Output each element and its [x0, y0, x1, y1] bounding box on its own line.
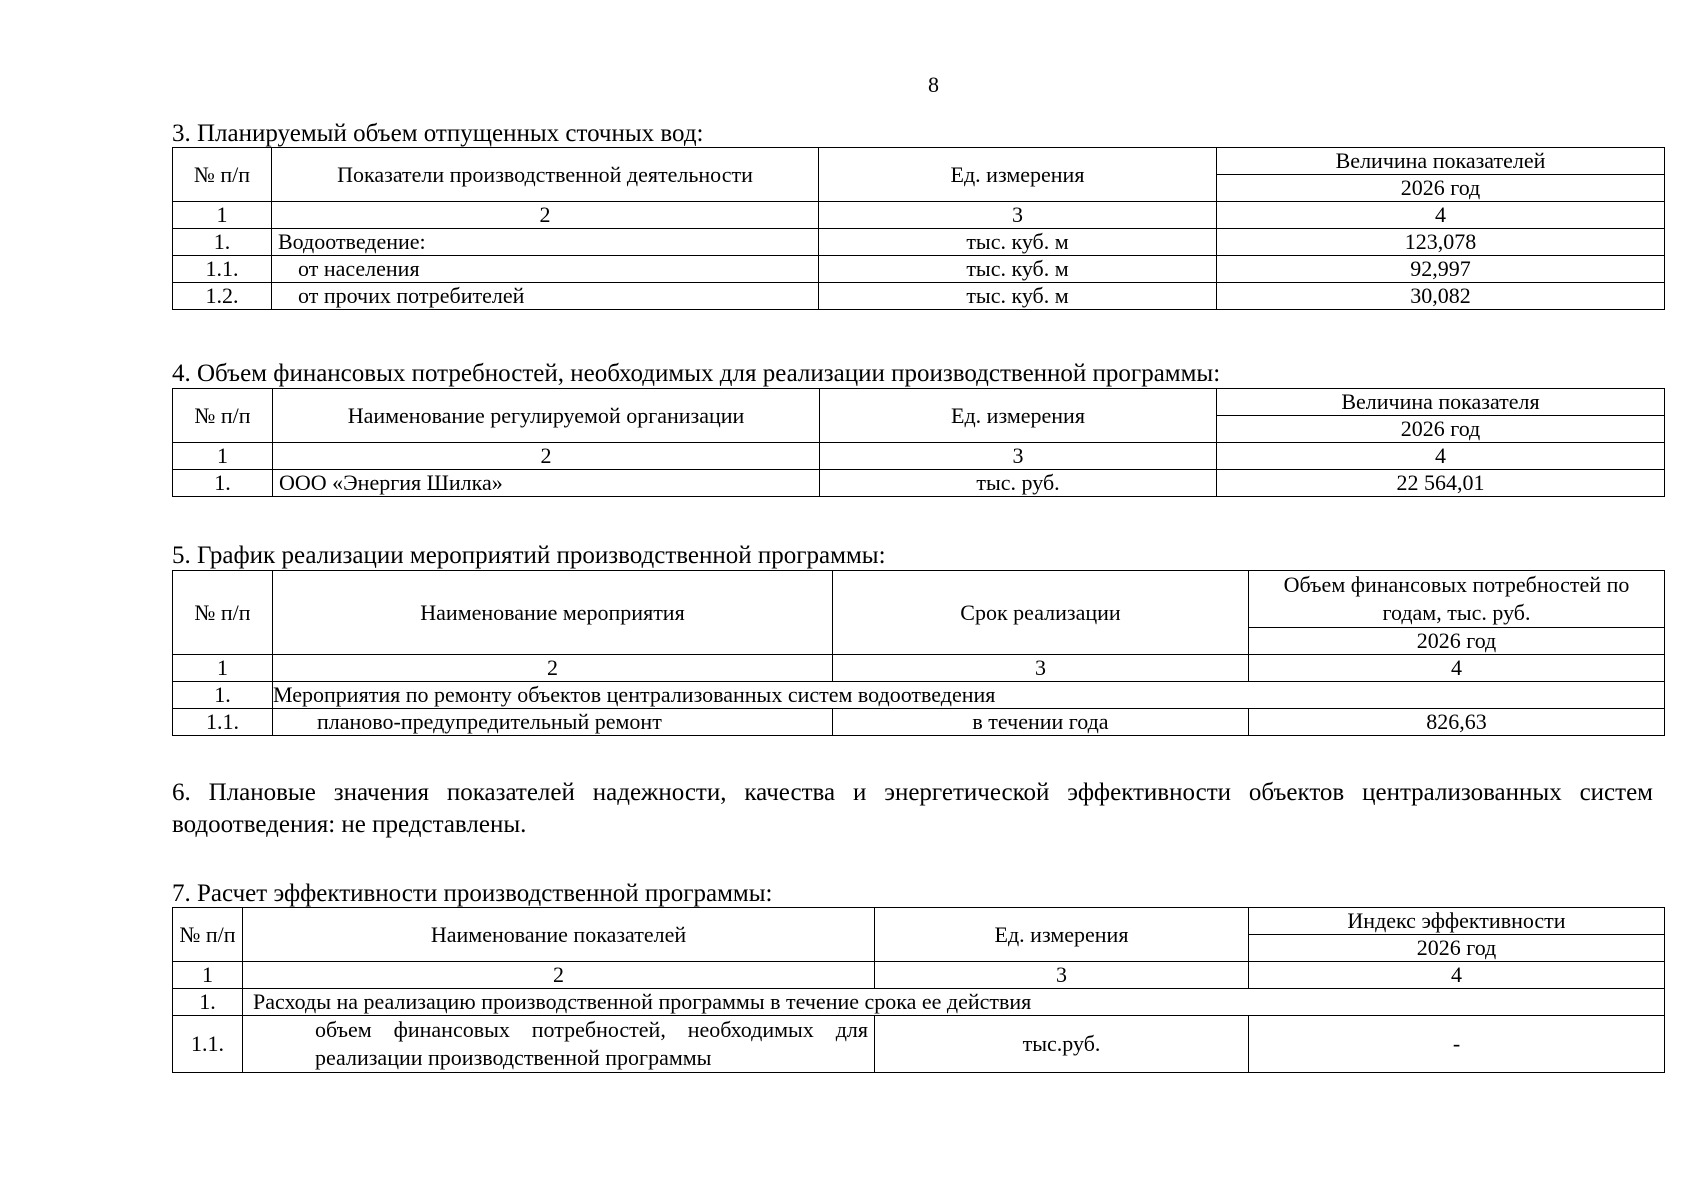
table-row — [173, 283, 1665, 310]
header-year: 2026 год — [1217, 175, 1665, 202]
efficiency-calculation-table — [172, 907, 1665, 1073]
row-value: - — [1249, 1016, 1665, 1073]
row-term: в течении года — [833, 709, 1249, 736]
header-value-group: Индекс эффективности — [1249, 908, 1665, 935]
col-number: 2 — [243, 962, 875, 989]
table-row — [173, 256, 1665, 283]
col-number: 2 — [272, 202, 819, 229]
row-unit: тыс. куб. м — [819, 283, 1217, 310]
row-value: 123,078 — [1217, 229, 1665, 256]
row-num: 1. — [173, 470, 273, 497]
header-unit: Ед. измерения — [875, 908, 1249, 962]
header-year: 2026 год — [1217, 416, 1665, 443]
header-num: № п/п — [173, 148, 272, 202]
row-name: планово-предупредительный ремонт — [273, 709, 833, 736]
row-value: 92,997 — [1217, 256, 1665, 283]
header-year: 2026 год — [1249, 935, 1665, 962]
header-indicator: Наименование показателей — [243, 908, 875, 962]
col-number: 1 — [173, 202, 272, 229]
row-unit: тыс. куб. м — [819, 256, 1217, 283]
header-organization: Наименование регулируемой организации — [273, 389, 820, 443]
row-name: от населения — [272, 256, 819, 283]
group-num: 1. — [173, 682, 273, 709]
row-num: 1.1. — [173, 256, 272, 283]
col-number: 1 — [173, 655, 273, 682]
header-value-group: Объем финансовых потребностей по годам, тыс. руб. — [1249, 571, 1665, 628]
header-unit: Ед. измерения — [819, 148, 1217, 202]
row-unit: тыс. куб. м — [819, 229, 1217, 256]
row-num: 1.1. — [173, 1016, 243, 1073]
col-number: 4 — [1249, 962, 1665, 989]
section-7-heading: 7. Расчет эффективности производственной программы: — [172, 880, 773, 907]
header-value-group: Величина показателя — [1217, 389, 1665, 416]
col-number: 3 — [833, 655, 1249, 682]
col-number: 1 — [173, 443, 273, 470]
header-year: 2026 год — [1249, 628, 1665, 655]
header-indicator: Показатели производственной деятельности — [272, 148, 819, 202]
row-num: 1. — [173, 229, 272, 256]
col-number: 4 — [1249, 655, 1665, 682]
col-number: 3 — [819, 202, 1217, 229]
header-unit: Ед. измерения — [820, 389, 1217, 443]
row-value: 30,082 — [1217, 283, 1665, 310]
row-unit: тыс.руб. — [875, 1016, 1249, 1073]
row-num: 1.2. — [173, 283, 272, 310]
section-4-heading: 4. Объем финансовых потребностей, необходимых для реализации производственной программы: — [172, 360, 1221, 387]
section-6-text: 6. Плановые значения показателей надежности, качества и энергетической эффективности объектов централизованных систем водоотведения: не представлены. — [172, 779, 1653, 838]
header-value-group: Величина показателей — [1217, 148, 1665, 175]
table-row — [173, 709, 1665, 736]
page-number-text: 8 — [928, 72, 939, 97]
col-number: 4 — [1217, 202, 1665, 229]
wastewater-volume-table — [172, 147, 1665, 310]
table-row — [173, 1016, 1665, 1073]
header-term: Срок реализации — [833, 571, 1249, 655]
col-number: 3 — [875, 962, 1249, 989]
row-value: 22 564,01 — [1217, 470, 1665, 497]
col-number: 2 — [273, 443, 820, 470]
col-number: 3 — [820, 443, 1217, 470]
row-num: 1.1. — [173, 709, 273, 736]
row-name: ООО «Энергия Шилка» — [273, 470, 820, 497]
table-group-row — [173, 989, 1665, 1016]
col-number: 4 — [1217, 443, 1665, 470]
col-number: 2 — [273, 655, 833, 682]
group-num: 1. — [173, 989, 243, 1016]
section-3-heading: 3. Планируемый объем отпущенных сточных вод: — [172, 120, 704, 147]
group-name: Мероприятия по ремонту объектов централизованных систем водоотведения — [273, 682, 1665, 709]
header-measure: Наименование мероприятия — [273, 571, 833, 655]
header-num: № п/п — [173, 571, 273, 655]
header-num: № п/п — [173, 389, 273, 443]
row-value: 826,63 — [1249, 709, 1665, 736]
row-unit: тыс. руб. — [820, 470, 1217, 497]
col-number: 1 — [173, 962, 243, 989]
measures-schedule-table — [172, 570, 1665, 736]
section-5-heading: 5. График реализации мероприятий производственной программы: — [172, 542, 886, 569]
table-group-row — [173, 682, 1665, 709]
row-name: Водоотведение: — [272, 229, 819, 256]
table-row — [173, 470, 1665, 497]
row-name: от прочих потребителей — [272, 283, 819, 310]
row-name: объем финансовых потребностей, необходимых для реализации производственной программы — [243, 1016, 875, 1073]
table-row — [173, 229, 1665, 256]
header-num: № п/п — [173, 908, 243, 962]
group-name: Расходы на реализацию производственной программы в течение срока ее действия — [243, 989, 1665, 1016]
financial-needs-table — [172, 388, 1665, 497]
